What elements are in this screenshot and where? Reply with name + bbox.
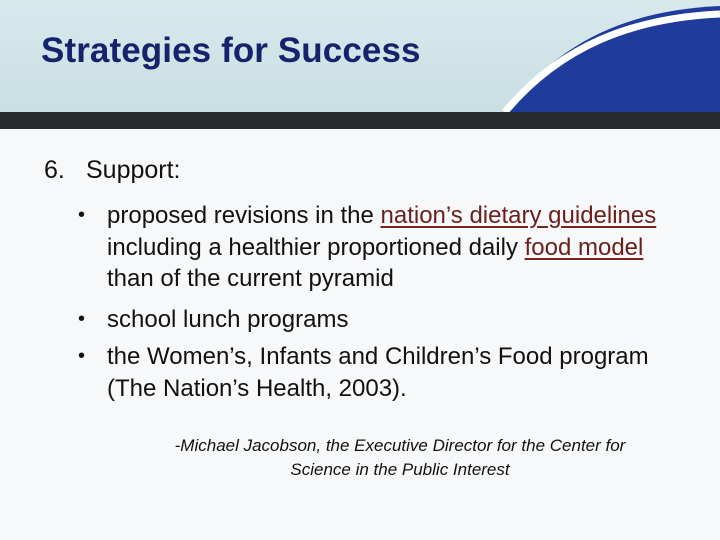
header-divider-band <box>0 112 720 129</box>
bullet-text <box>107 200 678 295</box>
bullet-text-segment: including a healthier proportioned daily <box>107 233 525 261</box>
bullet-marker: • <box>78 345 86 367</box>
slide-header <box>0 0 720 112</box>
dietary-guidelines-link[interactable]: nation’s dietary guidelines <box>380 202 657 229</box>
bullet-marker: • <box>78 308 86 330</box>
item-label: Support: <box>86 156 181 184</box>
bullet-text: school lunch programs <box>107 306 349 333</box>
slide-title: Strategies for Success <box>41 31 421 70</box>
item-number: 6. <box>44 156 65 184</box>
bullet-item <box>78 200 678 295</box>
bullet-text-segment: proposed revisions in the <box>107 202 381 229</box>
bullet-marker: • <box>78 204 86 226</box>
bullet-text: the Women’s, Infants and Children’s Food program (The Nation’s Health, 2003). <box>107 343 649 402</box>
attribution-credit <box>130 434 670 482</box>
bullet-text-segment: than of the current pyramid <box>107 265 394 292</box>
numbered-item <box>44 156 181 185</box>
credit-line: -Michael Jacobson, the Executive Director for the Center for <box>174 436 626 455</box>
food-model-link[interactable]: food model <box>524 233 644 261</box>
credit-line: Science in the Public Interest <box>290 460 510 479</box>
slide-body <box>0 129 720 540</box>
blue-arc-shape <box>505 6 720 112</box>
bullet-item <box>78 341 678 404</box>
bullet-item <box>78 304 678 336</box>
